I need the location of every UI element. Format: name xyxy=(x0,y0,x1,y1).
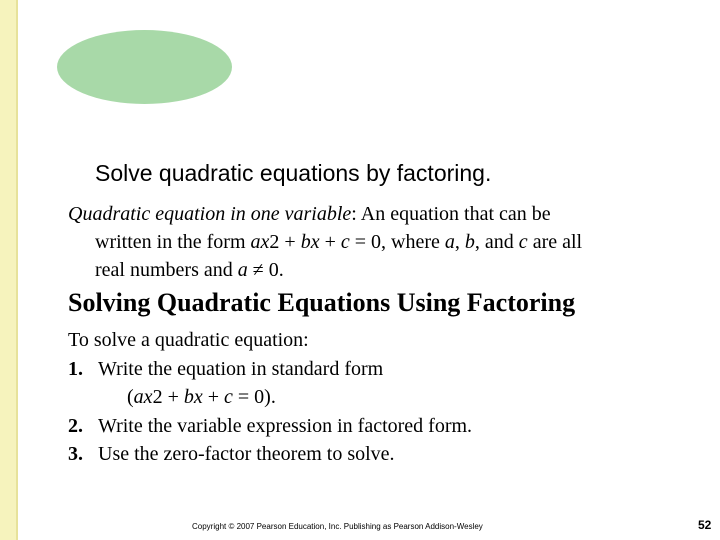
definition-text: An equation that can be xyxy=(360,203,551,225)
step-1-formula: (ax2 + bx + c = 0). xyxy=(127,386,276,408)
step-text: Write the variable expression in factored form. xyxy=(98,414,473,437)
definition-line-1: Quadratic equation in one variable: An equation that can be xyxy=(68,203,551,225)
objective-text: Solve quadratic equations by factoring. xyxy=(95,160,492,186)
steps-list xyxy=(68,326,472,469)
step-number: 1. xyxy=(68,357,83,380)
definition-block xyxy=(68,200,708,284)
step-number: 3. xyxy=(68,443,83,465)
definition-line-2: written in the form ax2 + bx + c = 0, where a, b, and c are all xyxy=(95,231,583,253)
page-number: 52 xyxy=(698,518,712,532)
definition-line-3: real numbers and a ≠ 0. xyxy=(95,259,284,281)
step-2 xyxy=(68,412,472,441)
decorative-oval xyxy=(57,30,232,104)
steps-intro: To solve a quadratic equation: xyxy=(68,329,309,351)
step-3 xyxy=(68,440,472,469)
step-text: Write the equation in standard form xyxy=(98,357,384,380)
section-heading: Solving Quadratic Equations Using Factoring xyxy=(68,288,576,317)
step-1 xyxy=(68,355,472,384)
step-number: 2. xyxy=(68,414,83,437)
copyright-notice: Copyright © 2007 Pearson Education, Inc. Publishing as Pearson Addison-Wesley xyxy=(192,522,483,531)
definition-term: Quadratic equation in one variable xyxy=(68,203,352,225)
left-accent-bar xyxy=(0,0,18,540)
step-text: Use the zero-factor theorem to solve. xyxy=(98,443,395,465)
